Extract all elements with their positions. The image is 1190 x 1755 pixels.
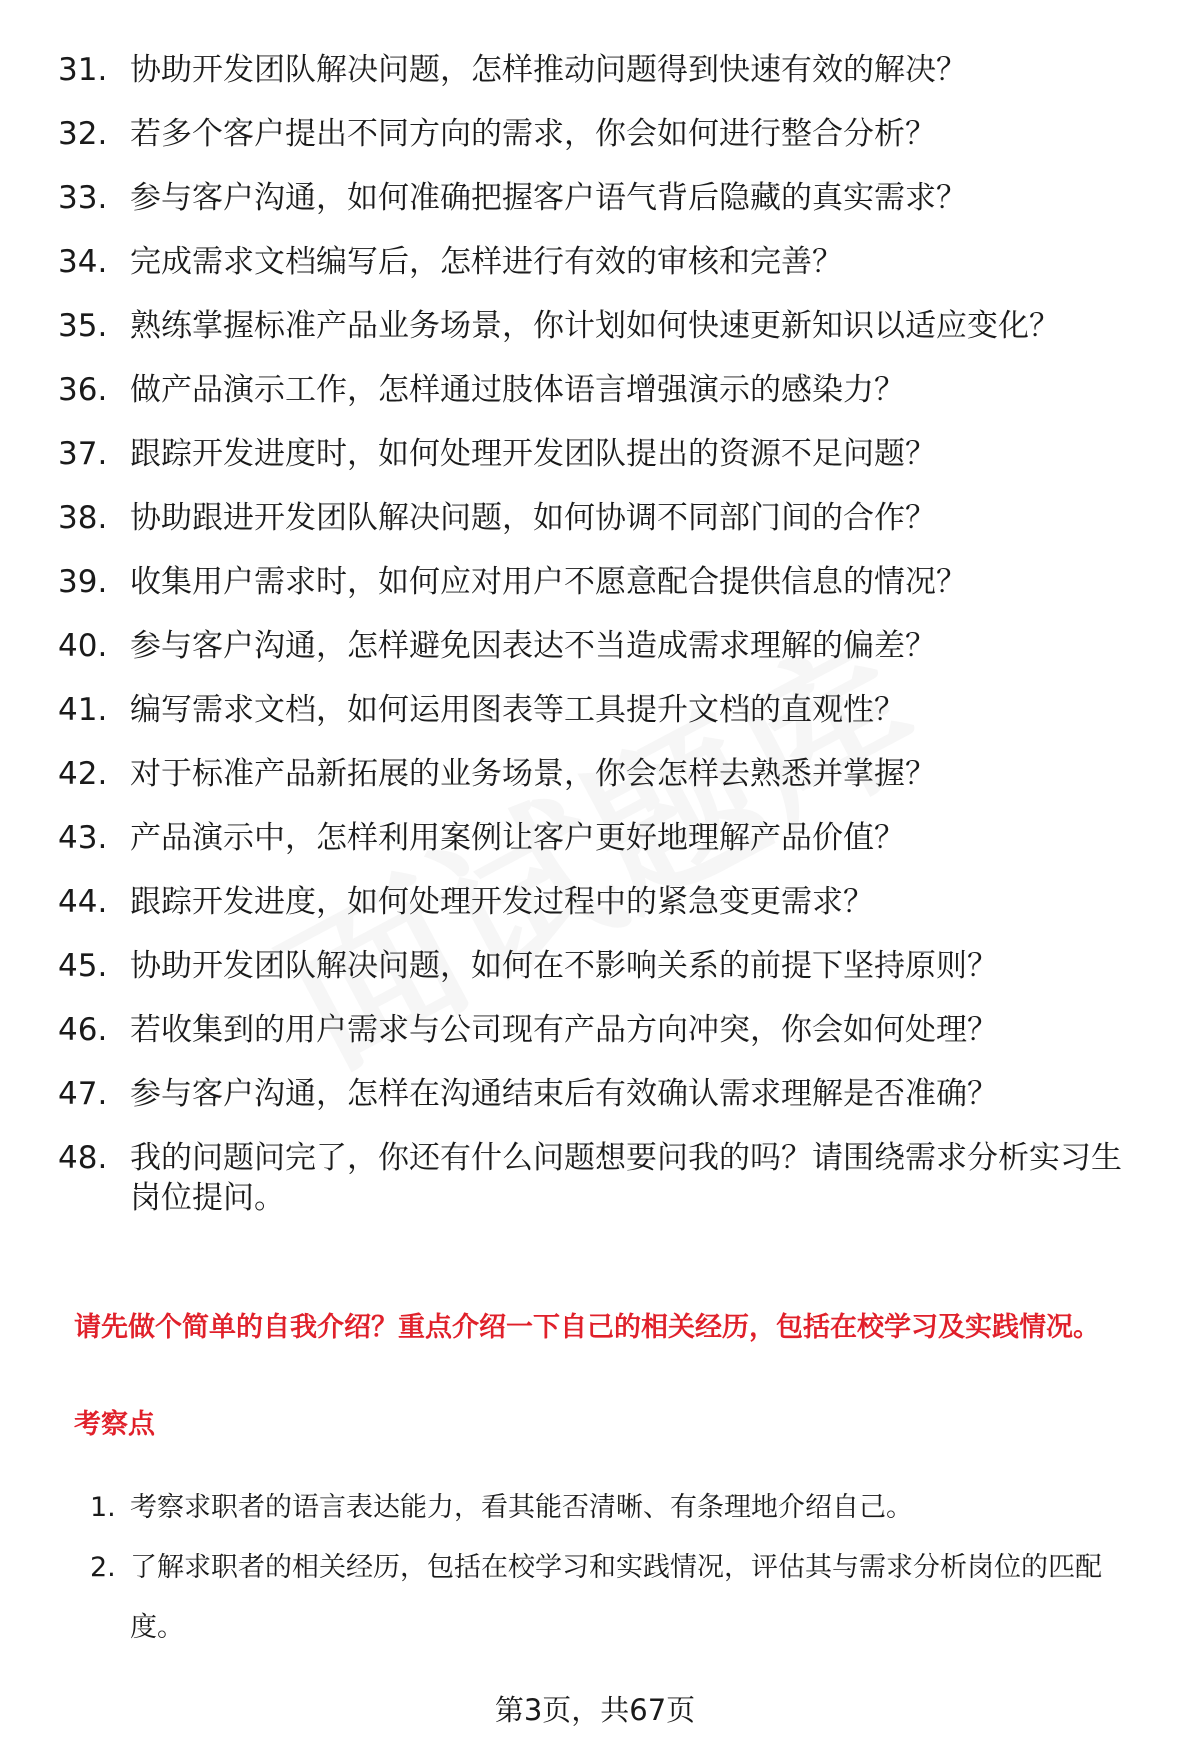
question-text: 若多个客户提出不同方向的需求，你会如何进行整合分析？ <box>130 116 936 152</box>
question-item <box>58 1074 1148 1114</box>
assessment-points-list <box>90 1478 1150 1658</box>
question-number: 45. <box>58 948 108 984</box>
question-item <box>58 626 1148 666</box>
question-number: 39. <box>58 564 108 600</box>
question-number: 41. <box>58 692 108 728</box>
question-number: 31. <box>58 52 108 88</box>
question-item <box>58 50 1148 90</box>
question-text: 熟练掌握标准产品业务场景，你计划如何快速更新知识以适应变化？ <box>130 308 1060 344</box>
question-item <box>58 818 1148 858</box>
question-item <box>58 242 1148 282</box>
question-number: 38. <box>58 500 108 536</box>
point-text: 了解求职者的相关经历，包括在校学习和实践情况，评估其与需求分析岗位的匹配度。 <box>130 1552 1102 1643</box>
question-list <box>58 50 1148 1242</box>
question-text: 参与客户沟通，如何准确把握客户语气背后隐藏的真实需求？ <box>130 180 967 216</box>
question-number: 46. <box>58 1012 108 1048</box>
question-text: 若收集到的用户需求与公司现有产品方向冲突，你会如何处理？ <box>130 1012 998 1048</box>
question-text: 收集用户需求时，如何应对用户不愿意配合提供信息的情况？ <box>130 564 967 600</box>
question-number: 48. <box>58 1140 108 1176</box>
question-text: 产品演示中，怎样利用案例让客户更好地理解产品价值？ <box>130 820 905 856</box>
question-item <box>58 306 1148 346</box>
question-number: 33. <box>58 180 108 216</box>
question-number: 37. <box>58 436 108 472</box>
question-text: 对于标准产品新拓展的业务场景，你会怎样去熟悉并掌握？ <box>130 756 936 792</box>
question-text: 参与客户沟通，怎样在沟通结束后有效确认需求理解是否准确？ <box>130 1076 998 1112</box>
question-item <box>58 562 1148 602</box>
question-item <box>58 114 1148 154</box>
question-item <box>58 754 1148 794</box>
question-item <box>58 178 1148 218</box>
point-number: 1. <box>90 1492 116 1523</box>
question-number: 43. <box>58 820 108 856</box>
question-text: 跟踪开发进度，如何处理开发过程中的紧急变更需求？ <box>130 884 874 920</box>
question-item <box>58 498 1148 538</box>
question-text: 参与客户沟通，怎样避免因表达不当造成需求理解的偏差？ <box>130 628 936 664</box>
question-number: 40. <box>58 628 108 664</box>
question-text: 协助开发团队解决问题，如何在不影响关系的前提下坚持原则？ <box>130 948 998 984</box>
question-number: 42. <box>58 756 108 792</box>
question-text: 协助跟进开发团队解决问题，如何协调不同部门间的合作？ <box>130 500 936 536</box>
question-text: 完成需求文档编写后，怎样进行有效的审核和完善？ <box>130 244 843 280</box>
question-item <box>58 946 1148 986</box>
question-item <box>58 882 1148 922</box>
question-item <box>58 370 1148 410</box>
question-number: 32. <box>58 116 108 152</box>
question-item <box>58 434 1148 474</box>
assessment-point <box>90 1538 1150 1658</box>
question-number: 44. <box>58 884 108 920</box>
question-item <box>58 690 1148 730</box>
question-item <box>58 1138 1148 1218</box>
question-text: 编写需求文档，如何运用图表等工具提升文档的直观性？ <box>130 692 905 728</box>
question-number: 36. <box>58 372 108 408</box>
point-number: 2. <box>90 1552 116 1583</box>
question-number: 34. <box>58 244 108 280</box>
point-text: 考察求职者的语言表达能力，看其能否清晰、有条理地介绍自己。 <box>130 1492 913 1523</box>
question-text: 我的问题问完了，你还有什么问题想要问我的吗？请围绕需求分析实习生岗位提问。 <box>130 1140 1122 1216</box>
section-heading: 请先做个简单的自我介绍？重点介绍一下自己的相关经历，包括在校学习及实践情况。 <box>74 1312 1100 1343</box>
assessment-points-label: 考察点 <box>74 1409 155 1440</box>
question-item <box>58 1010 1148 1050</box>
question-text: 跟踪开发进度时，如何处理开发团队提出的资源不足问题？ <box>130 436 936 472</box>
question-number: 35. <box>58 308 108 344</box>
assessment-point <box>90 1478 1150 1538</box>
page-footer: 第3页，共67页 <box>494 1693 696 1727</box>
question-number: 47. <box>58 1076 108 1112</box>
question-text: 做产品演示工作，怎样通过肢体语言增强演示的感染力？ <box>130 372 905 408</box>
question-text: 协助开发团队解决问题，怎样推动问题得到快速有效的解决？ <box>130 52 967 88</box>
